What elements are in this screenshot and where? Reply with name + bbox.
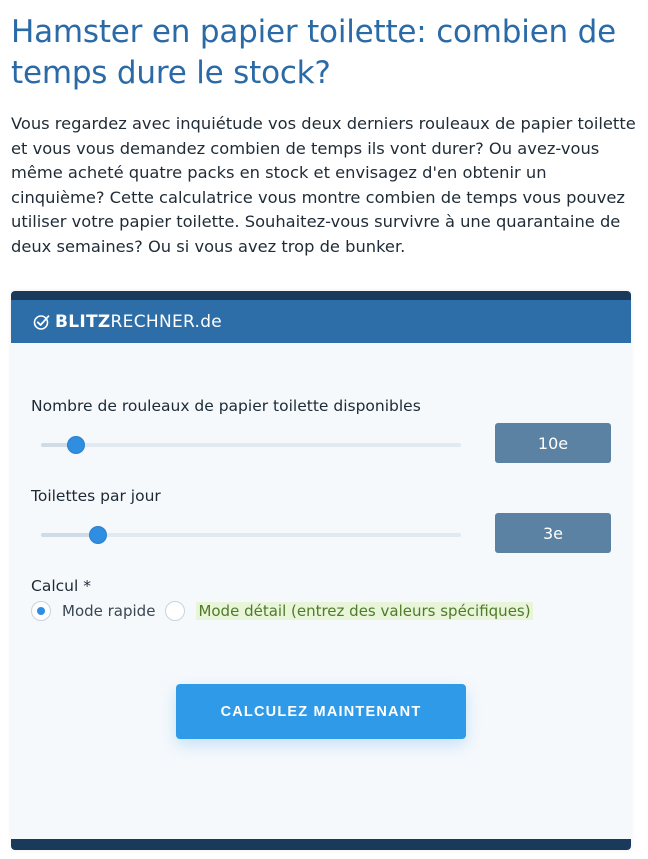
brand-logo[interactable] xyxy=(33,312,222,332)
toilets-slider[interactable] xyxy=(41,533,461,537)
detail-mode-label[interactable]: Mode détail (entrez des valeurs spécifiques) xyxy=(198,602,531,620)
mode-label: Calcul * xyxy=(31,577,91,595)
page-title: Hamster en papier toilette: combien de temps dure le stock? xyxy=(11,14,617,91)
rolls-value[interactable]: 10e xyxy=(495,423,611,463)
toilets-label: Toilettes par jour xyxy=(31,487,161,505)
toilets-slider-thumb[interactable] xyxy=(90,527,106,543)
card-top-bar xyxy=(11,291,631,300)
rolls-label: Nombre de rouleaux de papier toilette disponibles xyxy=(31,397,421,415)
intro-paragraph: Vous regardez avec inquiétude vos deux derniers rouleaux de papier toilette et vous vous demandez combien de temps ils vont durer? Ou avez-vous même acheté quatre packs en stock et envisagez d'en obtenir un cinquième? Cette calculatrice vous montre combien de temps vous pouvez utiliser votre papier toilette. Souhaitez-vous survivre à une quarantaine de deux semaines? Ou si vous avez trop de bunker. xyxy=(11,114,636,256)
check-circle-icon xyxy=(33,313,51,331)
calculator-card xyxy=(11,291,631,850)
calculate-button[interactable]: CALCULEZ MAINTENANT xyxy=(176,684,466,739)
quick-mode-radio[interactable] xyxy=(31,601,51,621)
brand-name-strong: BLITZ xyxy=(55,311,111,332)
rolls-slider-thumb[interactable] xyxy=(68,437,84,453)
brand-name-light: RECHNER.de xyxy=(110,311,223,332)
mode-options xyxy=(31,599,533,623)
calculator-header xyxy=(11,300,631,343)
quick-mode-label[interactable]: Mode rapide xyxy=(62,602,156,620)
detail-mode-radio[interactable] xyxy=(165,601,185,621)
rolls-slider[interactable] xyxy=(41,443,461,447)
toilets-value[interactable]: 3e xyxy=(495,513,611,553)
card-bottom-bar xyxy=(11,839,631,850)
